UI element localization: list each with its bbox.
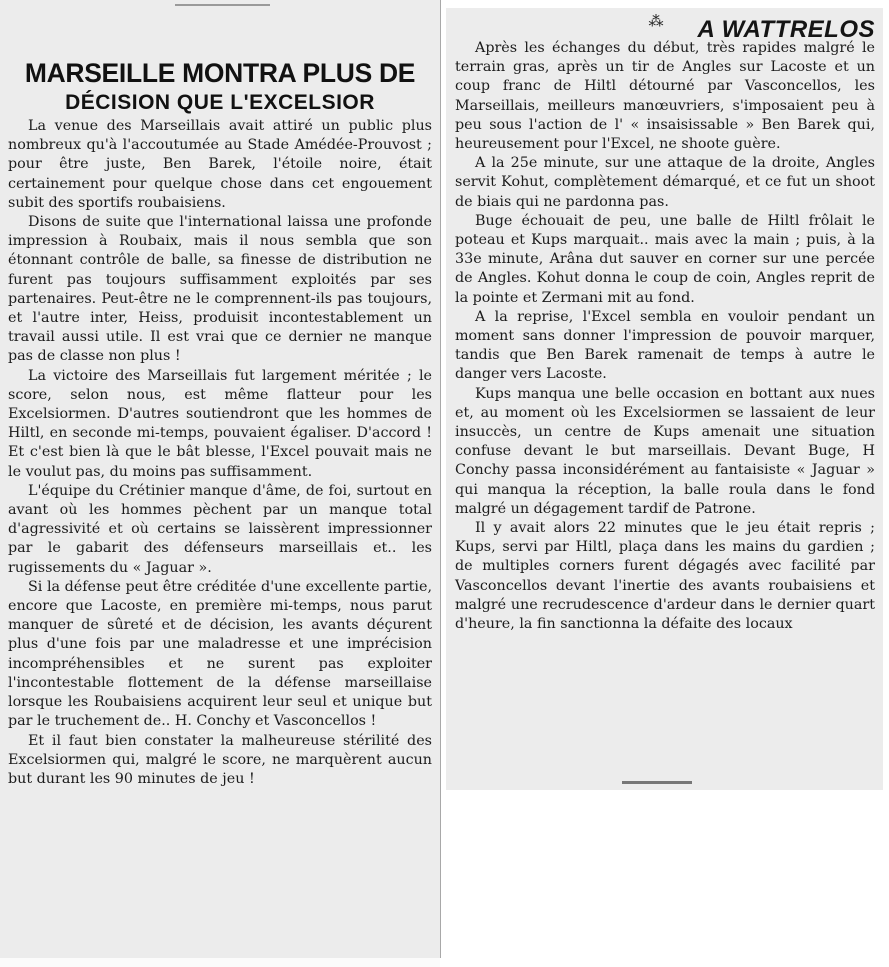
paper-edge [0,958,440,967]
paragraph: A la 25e minute, sur une attaque de la droite, Angles servit Kohut, complètement démarqué, et ce fut un shoot de biais qui ne pardonna pas. [455,155,875,210]
paragraph: Et il faut bien constater la malheureuse stérilité des Excelsiormen qui, malgré le score, ne marquèrent aucun but durant les 90 minutes de jeu ! [8,732,432,787]
headline-sub: DÉCISION QUE L'EXCELSIOR [65,91,375,114]
kicker: A WATTRELOS [697,16,875,43]
paragraph: Après les échanges du début, très rapides malgré le terrain gras, après un tir de Angles sur Lacoste et un coup franc de Hiltl détourné par Vasconcellos, les Marseillais, meilleurs manœuvriers, s'imposaient peu à peu sous l'action de l' « insaisissable » Ben Barek qui, heureusement pour l'Excel, ne shoote guère. [455,40,875,153]
paragraph: La venue des Marseillais avait attiré un public plus nombreux qu'à l'accoutumée au Stade Amédée-Prouvost ; pour être juste, Ben Barek, l'étoile noire, était certainement pour quelque chose dans cet engouement subit des sportifs roubaisiens. [8,118,432,211]
paragraph: L'équipe du Crétinier manque d'âme, de foi, surtout en avant où les hommes pèchent par un manque total d'agressivité et où certains se laissèrent impressionner par le gabarit des défenseurs marseillais et.. les rugissements du « Jaguar ». [8,482,432,576]
paragraph: Kups manqua une belle occasion en bottant aux nues et, au moment où les Excelsiormen se lassaient de leur insuccès, un centre de Kups amenait une situation confuse devant le but marseillais. Devant Buge, H Conchy passa inconsidérément au fantaisiste « Jaguar » qui manqua la réception, la balle roula dans le fond malgré un dégagement tardif de Patrone. [455,385,875,517]
dinkus-icon: ⁂ [648,12,664,30]
end-rule [622,781,692,784]
top-rule [175,4,270,6]
paragraph: Buge échouait de peu, une balle de Hiltl frôlait le poteau et Kups marquait.. mais avec la main ; puis, à la 33e minute, Arâna dut sauver en corner sur une percée de Angles. Kohut donna le coup de coin, Angles reprit de la pointe et Zermani mit au fond. [455,212,875,306]
paragraph: Il y avait alors 22 minutes que le jeu était repris ; Kups, servi par Hiltl, plaça dans les mains du gardien ; de multiples corners furent dégagés avec facilité par Vasconcellos devant l'inertie des avants roubaisiens et malgré une recrudescence d'ardeur dans le dernier quart d'heure, la fin sanctionna la défaite des locaux [455,520,875,633]
right-article-body [455,39,875,634]
paragraph: A la reprise, l'Excel sembla en vouloir pendant un moment sans donner l'impression de pouvoir marquer, tandis que Ben Barek ramenait de temps à autre le danger vers Lacoste. [455,308,875,383]
paragraph: Si la défense peut être créditée d'une excellente partie, encore que Lacoste, en première mi-temps, nous parut manquer de sûreté et de décision, les avants déçurent plus d'une fois par une maladresse et une imprécision incompréhensibles et ne surent pas exploiter l'incontestable flottement de la défense marseillaise lorsque les Roubaisiens acquirent leur seul et unique but par le truchement de.. H. Conchy et Vasconcellos ! [8,578,432,730]
headline-main: MARSEILLE MONTRA PLUS DE [24,58,416,88]
left-article-body [8,117,432,789]
paragraph: La victoire des Marseillais fut largement méritée ; le score, selon nous, est même flatteur pour les Excelsiormen. D'autres soutiendront que les hommes de Hiltl, en seconde mi-temps, pouvaient égaliser. D'accord ! Et c'est bien là que le bât blesse, l'Excel pouvait mais ne le voulut pas, du moins pas suffisamment. [8,367,432,480]
column-divider [440,0,441,958]
paragraph: Disons de suite que l'international laissa une profonde impression à Roubaix, mais il nous sembla que son étonnant contrôle de balle, sa finesse de distribution ne furent pas toujours suffisamment exploités par ses partenaires. Peut-être ne le comprennent-ils pas toujours, et l'autre inter, Heiss, produisit incontestablement un travail aussi utile. Il est vrai que ce dernier ne manque pas de classe non plus ! [8,214,432,365]
